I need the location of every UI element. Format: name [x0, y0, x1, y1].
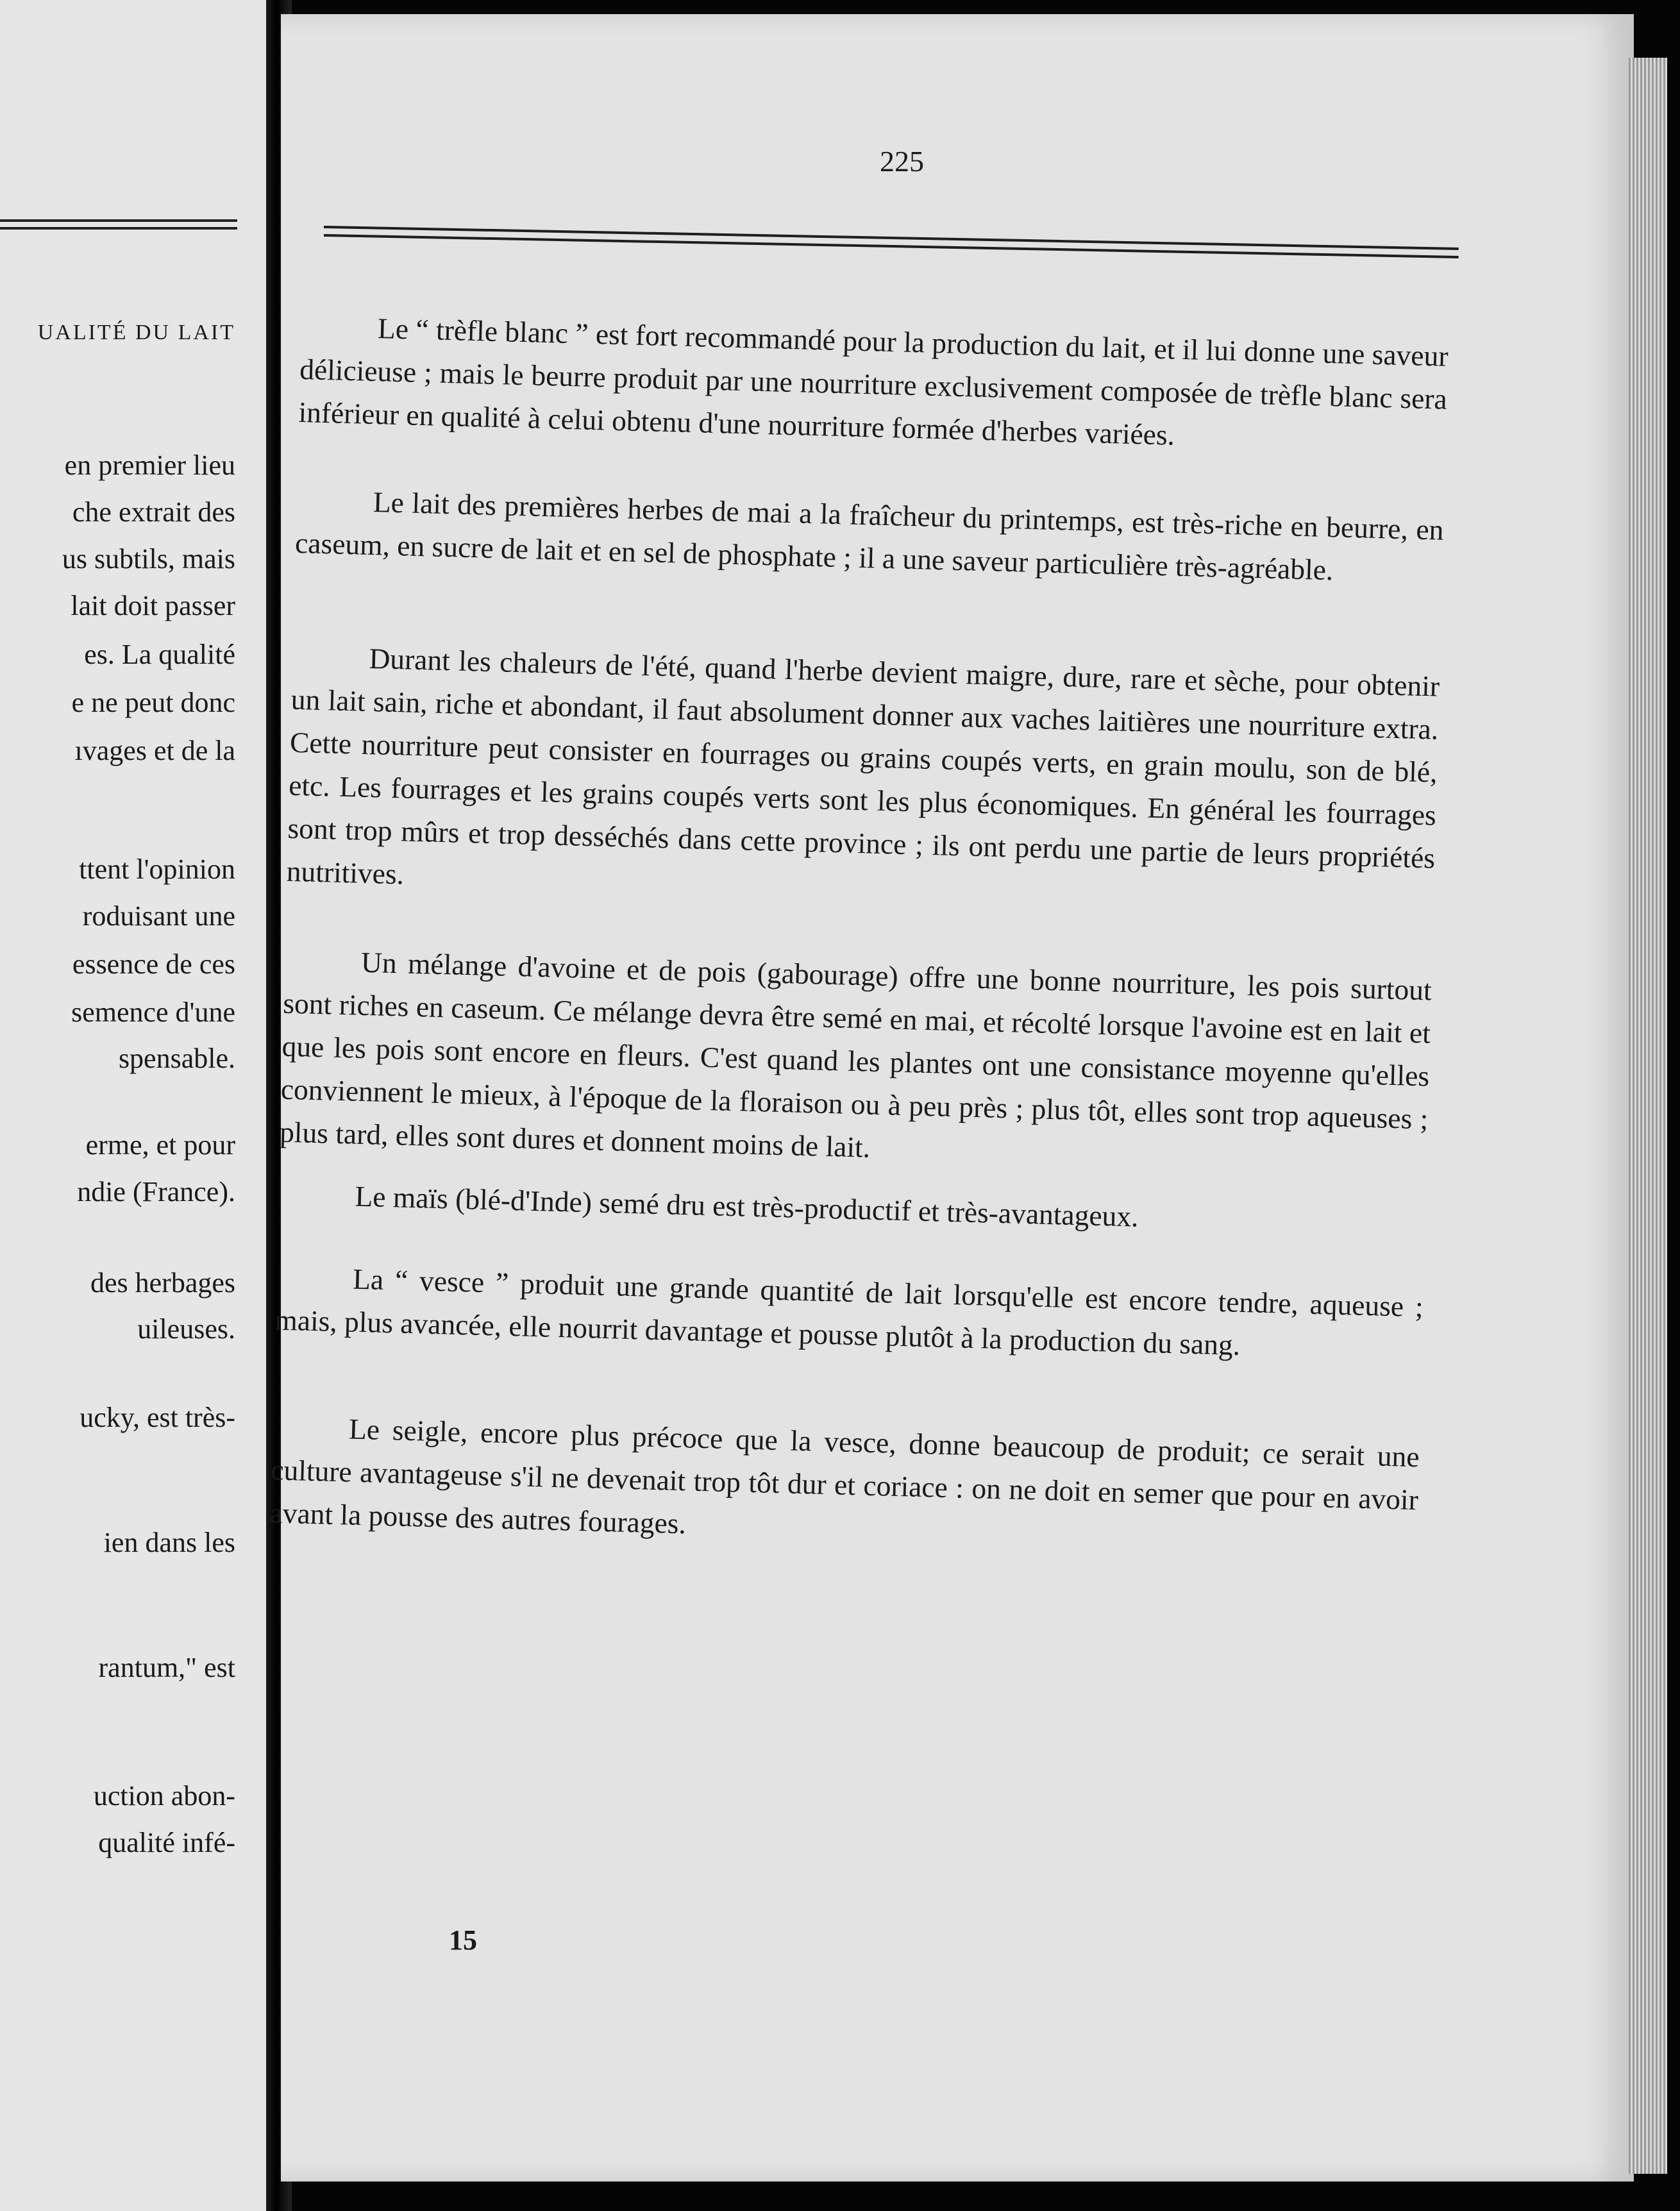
left-text-line: en premier lieu [64, 450, 235, 481]
left-header-rule [0, 219, 237, 222]
paragraph: Le lait des premières herbes de mai a la fraîcheur du printemps, est très-riche en beurre, en caseum, en sucre de lait et en sel de phosphate ; il a une saveur particulière très-agréable. [294, 485, 1445, 587]
left-text-line: erme, et pour [85, 1129, 235, 1161]
left-text-line: uction abon- [93, 1780, 235, 1812]
paragraph: Durant les chaleurs de l'été, quand l'herbe devient maigre, dure, rare et sèche, pour obtenir un lait sain, riche et abondant, il faut absolument donner aux vaches laitières une nourriture extra. Cette nourriture peut consister en fourrages ou grains coupés verts, en grain moulu, son de blé, etc. Les fourrages et les grains coupés verts sont les plus économiques. En général les fourrages sont trop mûrs et trop desséchés dans cette province ; ils ont perdu une partie de leurs propriétés nutritives. [286, 641, 1440, 891]
signature-mark: 15 [449, 1924, 477, 1956]
left-running-header: UALITÉ DU LAIT [37, 321, 235, 344]
body-text [269, 305, 1449, 1564]
left-text-line: es. La qualité [84, 639, 235, 670]
left-text-line: semence d'une [71, 996, 235, 1028]
left-text-line: ndie (France). [77, 1176, 235, 1207]
left-text-line: des herbages [90, 1267, 235, 1299]
left-text-line: roduisant une [82, 900, 235, 932]
left-text-line: essence de ces [72, 948, 235, 980]
paragraph: Le seigle, encore plus précoce que la vesce, donne beaucoup de produit; ce serait une culture avantageuse s'il ne devenait trop tôt dur et coriace : on ne doit en semer que pour en avoir avant la pousse des autres fourages. [269, 1412, 1420, 1540]
left-text-line: lait doit passer [71, 590, 235, 621]
left-text-line: ien dans les [103, 1527, 235, 1558]
left-text-line: rantum," est [98, 1652, 235, 1683]
paragraph: Le “ trèfle blanc ” est fort recommandé pour la production du lait, et il lui donne une saveur délicieuse ; mais le beurre produit par une nourriture exclusivement composée de trèfle blanc sera inférieur en qualité à celui obtenu d'une nourriture formée d'herbes variées. [298, 312, 1449, 451]
left-text-line: ıvages et de la [74, 735, 235, 766]
paragraph: Un mélange d'avoine et de pois (gabourage) offre une bonne nourriture, les pois surtout sont riches en caseum. Ce mélange devra être semé en mai, et récolté lorsque l'avoine est en lait et que les pois sont encore en fleurs. C'est quand les plantes ont une consistance moyenne qu'elles conviennent le mieux, à l'époque de la floraison ou à peu près ; plus tôt, elles sont trop aqueuses ; plus tard, elles sont dures et donnent moins de lait. [279, 945, 1432, 1164]
left-header-rule [0, 227, 237, 230]
left-text-line: spensable. [118, 1043, 235, 1074]
left-text-line: ucky, est très- [80, 1402, 235, 1433]
left-text-line: e ne peut donc [71, 687, 235, 718]
left-text-line: qualité infé- [98, 1827, 235, 1858]
left-text-line: us subtils, mais [62, 543, 235, 575]
left-text-line: uileuses. [137, 1313, 235, 1345]
paragraph: La “ vesce ” produit une grande quantité de lait lorsqu'elle est encore tendre, aqueuse ; mais, plus avancée, elle nourrit davantage et pousse plutôt à la production du sang. [274, 1262, 1424, 1361]
left-text-line: che extrait des [72, 496, 235, 528]
paragraph: Le maïs (blé-d'Inde) semé dru est très-productif et très-avantageux. [354, 1179, 1139, 1233]
previous-page [0, 0, 266, 2211]
page-edges [1629, 58, 1667, 2174]
left-text-line: ttent l'opinion [79, 853, 235, 885]
page-number: 225 [880, 145, 924, 178]
